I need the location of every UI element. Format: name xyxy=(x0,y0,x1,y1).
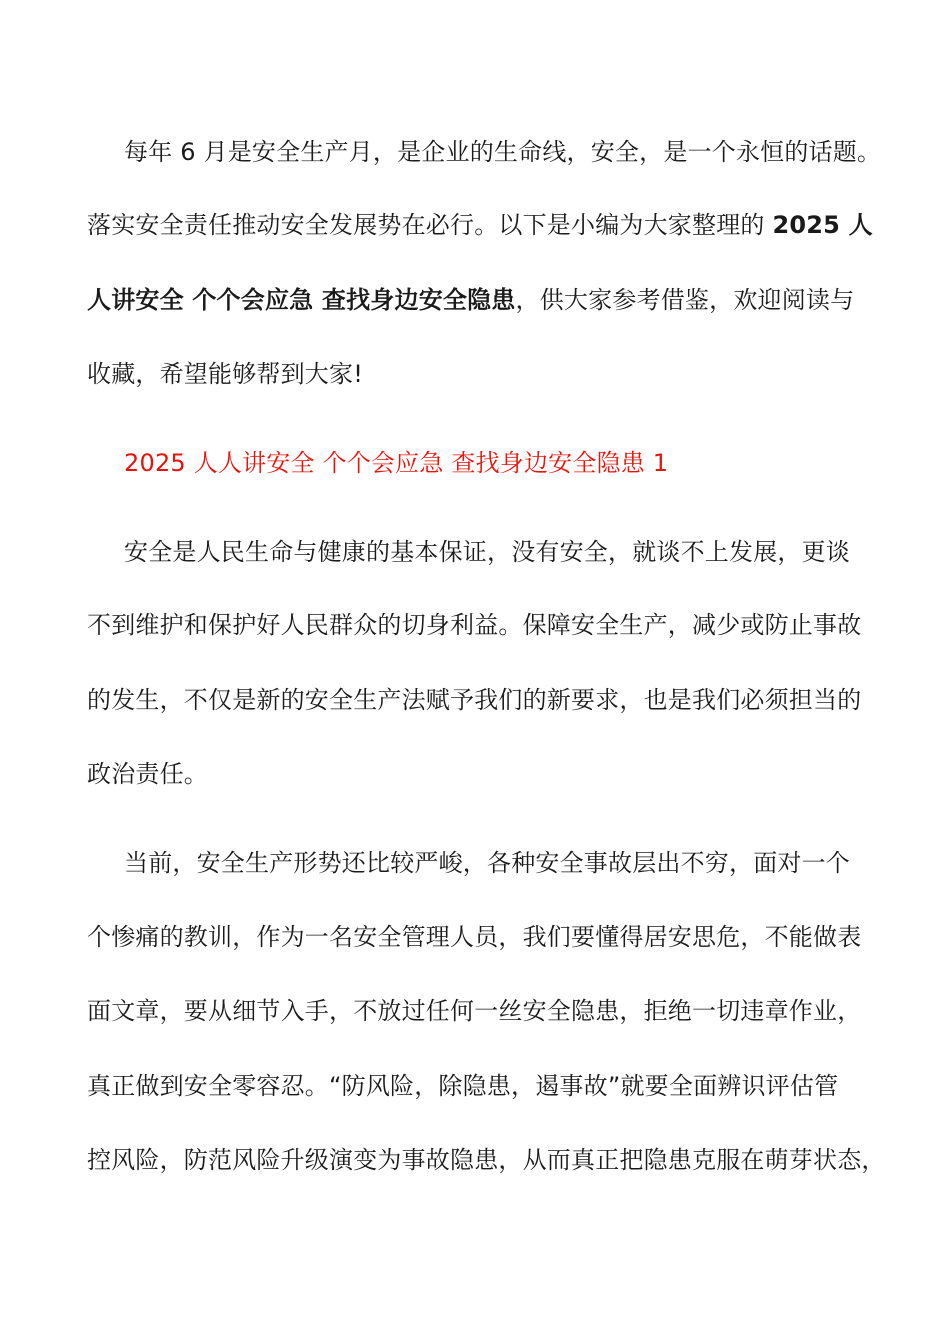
para1-line-3: 的发生，不仅是新的安全生产法赋予我们的新要求，也是我们必须担当的 xyxy=(87,686,862,714)
para2-line-4: 真正做到安全零容忍。“防风险，除隐患，遏事故”就要全面辨识评估管 xyxy=(87,1072,839,1100)
intro-line-2-bold: 2025 人 xyxy=(772,211,873,239)
para2-line-1: 当前，安全生产形势还比较严峻，各种安全事故层出不穷，面对一个 xyxy=(124,849,850,877)
intro-line-3 xyxy=(87,285,854,315)
para2-line-2: 个惨痛的教训，作为一名安全管理人员，我们要懂得居安思危，不能做表 xyxy=(87,923,862,951)
intro-line-1: 每年 6 月是安全生产月，是企业的生命线，安全，是一个永恒的话题。 xyxy=(124,138,882,166)
para2-line-5: 控风险，防范风险升级演变为事故隐患，从而真正把隐患克服在萌芽状态， xyxy=(87,1146,886,1174)
para1-line-4: 政治责任。 xyxy=(87,760,208,788)
intro-line-3-bold: 人讲安全 个个会应急 查找身边安全隐患 xyxy=(87,286,516,314)
intro-line-2 xyxy=(87,210,873,240)
intro-line-2-text: 落实安全责任推动安全发展势在必行。以下是小编为大家整理的 xyxy=(87,211,773,239)
section-title: 2025 人人讲安全 个个会应急 查找身边安全隐患 1 xyxy=(124,449,669,477)
intro-line-4: 收藏，希望能够帮到大家! xyxy=(87,360,364,388)
para1-line-1: 安全是人民生命与健康的基本保证，没有安全，就谈不上发展，更谈 xyxy=(124,538,850,566)
intro-line-3-text: ，供大家参考借鉴，欢迎阅读与 xyxy=(515,286,855,314)
para1-line-2: 不到维护和保护好人民群众的切身利益。保障安全生产，减少或防止事故 xyxy=(87,611,862,639)
para2-line-3: 面文章，要从细节入手，不放过任何一丝安全隐患，拒绝一切违章作业， xyxy=(87,997,862,1025)
